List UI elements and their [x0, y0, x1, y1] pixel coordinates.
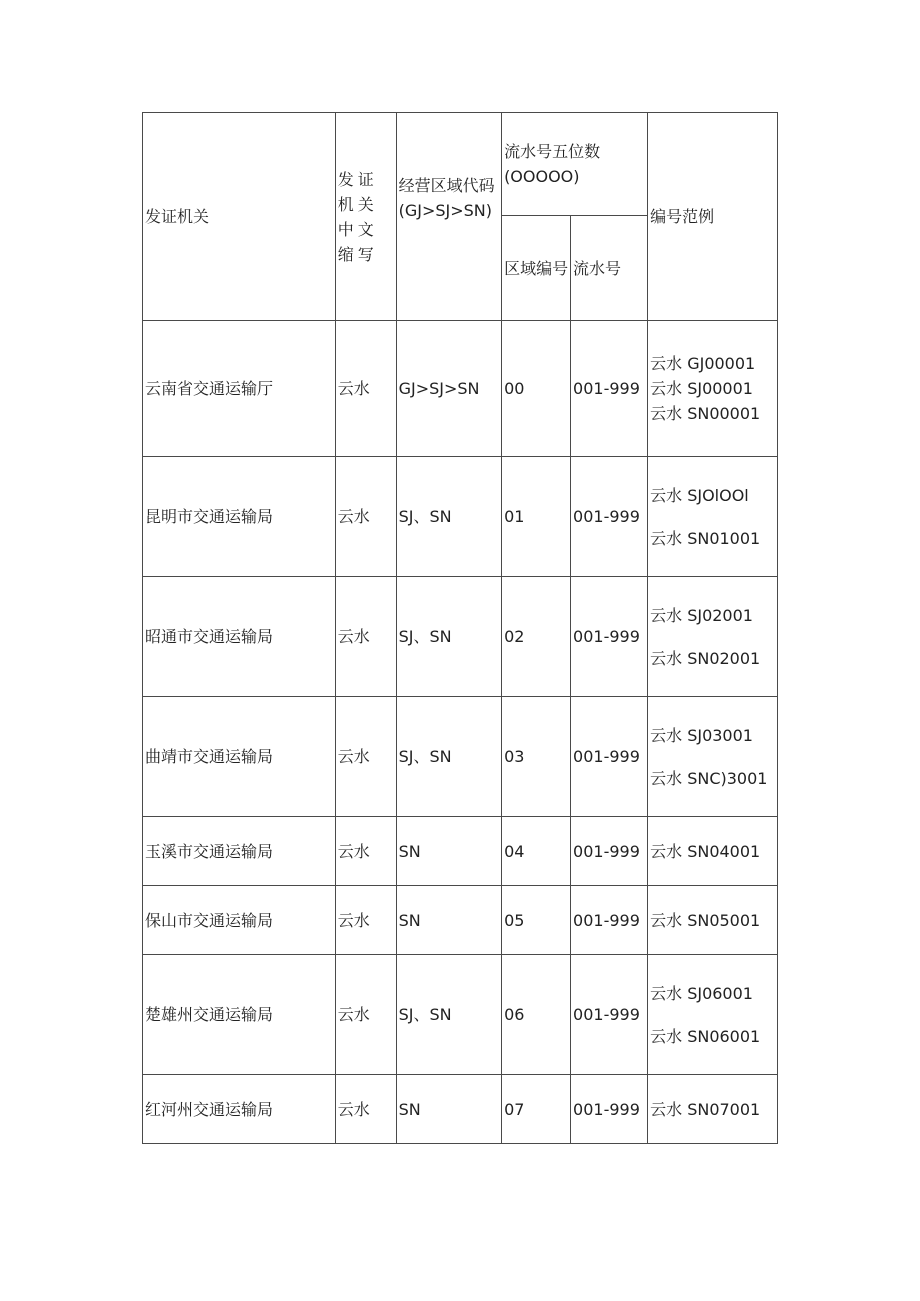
serial-cell: 001-999 — [571, 1075, 648, 1144]
area-code-cell: SJ、SN — [396, 577, 501, 697]
header-area-code: 经营区域代码(GJ>SJ>SN) — [396, 113, 501, 321]
region-no-cell: 01 — [502, 457, 571, 577]
serial-cell: 001-999 — [571, 955, 648, 1075]
example-code: 云水 SJOlOOl — [650, 485, 749, 505]
example-cell — [648, 321, 778, 457]
issuer-cell: 昆明市交通运输局 — [143, 457, 336, 577]
example-code: 云水 GJ00001 — [650, 354, 756, 373]
example-cell — [648, 817, 778, 886]
serial-cell: 001-999 — [571, 886, 648, 955]
table-row — [143, 955, 778, 1075]
header-row-top — [143, 113, 778, 216]
region-no-cell: 00 — [502, 321, 571, 457]
issuer-cell: 楚雄州交通运输局 — [143, 955, 336, 1075]
example-cell — [648, 697, 778, 817]
region-no-cell: 04 — [502, 817, 571, 886]
example-cell — [648, 577, 778, 697]
table-row — [143, 1075, 778, 1144]
abbr-cell: 云水 — [335, 577, 396, 697]
region-no-cell: 02 — [502, 577, 571, 697]
example-cell — [648, 1075, 778, 1144]
header-issuer-abbr: 发证机关中文缩写 — [335, 113, 396, 321]
abbr-cell: 云水 — [335, 457, 396, 577]
area-code-cell: SJ、SN — [396, 955, 501, 1075]
example-code: 云水 SN06001 — [650, 1026, 761, 1046]
header-region-no: 区域编号 — [502, 216, 571, 321]
region-no-cell: 07 — [502, 1075, 571, 1144]
abbr-cell: 云水 — [335, 697, 396, 817]
table-row — [143, 457, 778, 577]
abbr-cell: 云水 — [335, 321, 396, 457]
example-cell — [648, 886, 778, 955]
issuer-cell: 曲靖市交通运输局 — [143, 697, 336, 817]
table-body — [143, 321, 778, 1144]
area-code-cell: SJ、SN — [396, 457, 501, 577]
header-serial-group: 流水号五位数(OOOOO) — [502, 113, 648, 216]
example-code: 云水 SN01001 — [650, 528, 761, 548]
abbr-cell: 云水 — [335, 886, 396, 955]
issuer-cell: 昭通市交通运输局 — [143, 577, 336, 697]
example-code: 云水 SNC)3001 — [650, 768, 768, 788]
example-code: 云水 SN07001 — [650, 1099, 761, 1119]
area-code-cell: SN — [396, 886, 501, 955]
serial-cell: 001-999 — [571, 697, 648, 817]
abbr-cell: 云水 — [335, 955, 396, 1075]
example-code: 云水 SN04001 — [650, 841, 761, 861]
example-code: 云水 SJ06001 — [650, 983, 753, 1003]
area-code-cell: SJ、SN — [396, 697, 501, 817]
table-row — [143, 886, 778, 955]
issuer-cell: 云南省交通运输厅 — [143, 321, 336, 457]
table-row — [143, 577, 778, 697]
serial-cell: 001-999 — [571, 817, 648, 886]
example-cell — [648, 457, 778, 577]
example-cell — [648, 955, 778, 1075]
example-code: 云水 SJ02001 — [650, 605, 753, 625]
issuer-cell: 玉溪市交通运输局 — [143, 817, 336, 886]
area-code-cell: SN — [396, 817, 501, 886]
header-example: 编号范例 — [648, 113, 778, 321]
issuer-code-table — [142, 112, 778, 1144]
table-row — [143, 321, 778, 457]
region-no-cell: 05 — [502, 886, 571, 955]
serial-cell: 001-999 — [571, 577, 648, 697]
issuer-cell: 红河州交通运输局 — [143, 1075, 336, 1144]
example-code: 云水 SJ00001 — [650, 379, 753, 398]
abbr-cell: 云水 — [335, 817, 396, 886]
region-no-cell: 06 — [502, 955, 571, 1075]
serial-cell: 001-999 — [571, 321, 648, 457]
region-no-cell: 03 — [502, 697, 571, 817]
header-serial-no: 流水号 — [571, 216, 648, 321]
header-issuer: 发证机关 — [143, 113, 336, 321]
table-row — [143, 817, 778, 886]
serial-cell: 001-999 — [571, 457, 648, 577]
issuer-cell: 保山市交通运输局 — [143, 886, 336, 955]
table-row — [143, 697, 778, 817]
area-code-cell: GJ>SJ>SN — [396, 321, 501, 457]
area-code-cell: SN — [396, 1075, 501, 1144]
abbr-cell: 云水 — [335, 1075, 396, 1144]
example-code: 云水 SJ03001 — [650, 725, 753, 745]
example-code: 云水 SN05001 — [650, 910, 761, 930]
example-code: 云水 SN02001 — [650, 648, 761, 668]
example-code: 云水 SN00001 — [650, 404, 761, 423]
